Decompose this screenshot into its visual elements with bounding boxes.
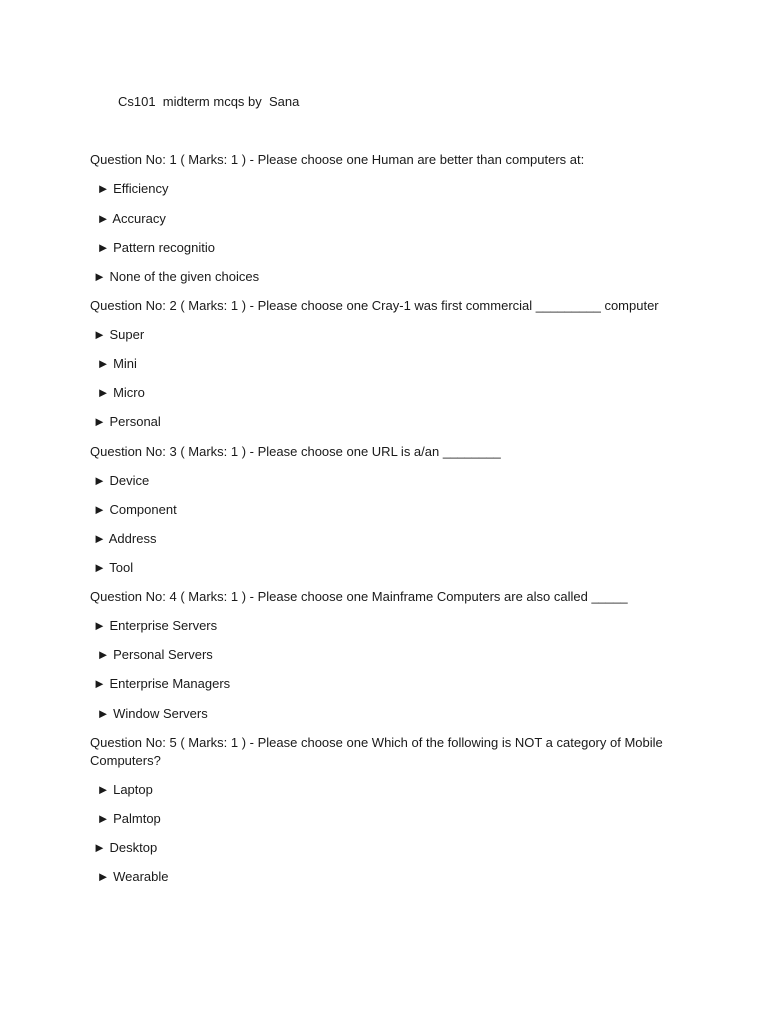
q4-option-1: ► Enterprise Servers: [93, 618, 218, 633]
q2-option-4: ► Personal: [93, 414, 161, 429]
q2-option-3: ► Micro: [93, 385, 145, 400]
q3-option-4: ► Tool: [93, 560, 134, 575]
q1-option-3: ► Pattern recognitio: [93, 240, 215, 255]
q2-option-1: ► Super: [93, 327, 145, 342]
q1-option-4: ► None of the given choices: [93, 269, 260, 284]
q5-option-3: ► Desktop: [93, 840, 158, 855]
q5-option-2: ► Palmtop: [93, 811, 161, 826]
question-3: Question No: 3 ( Marks: 1 ) - Please choose one URL is a/an ________: [90, 444, 501, 459]
q3-option-3: ► Address: [93, 531, 157, 546]
q4-option-4: ► Window Servers: [93, 706, 208, 721]
q4-option-2: ► Personal Servers: [93, 647, 213, 662]
q5-option-4: ► Wearable: [93, 869, 169, 884]
document-title: Cs101 midterm mcqs by Sana: [118, 94, 300, 109]
q1-option-1: ► Efficiency: [93, 181, 169, 196]
question-4: Question No: 4 ( Marks: 1 ) - Please choose one Mainframe Computers are also called _____: [90, 589, 628, 604]
q3-option-2: ► Component: [93, 502, 177, 517]
question-2: Question No: 2 ( Marks: 1 ) - Please choose one Cray-1 was first commercial _________ computer: [90, 298, 659, 313]
q5-option-1: ► Laptop: [93, 782, 153, 797]
q1-option-2: ► Accuracy: [93, 211, 166, 226]
q4-option-3: ► Enterprise Managers: [93, 676, 231, 691]
q3-option-1: ► Device: [93, 473, 150, 488]
question-1: Question No: 1 ( Marks: 1 ) - Please choose one Human are better than computers at:: [90, 152, 585, 167]
question-5: Question No: 5 ( Marks: 1 ) - Please choose one Which of the following is NOT a category of Mobile Computers?: [90, 735, 663, 768]
q2-option-2: ► Mini: [93, 356, 137, 371]
